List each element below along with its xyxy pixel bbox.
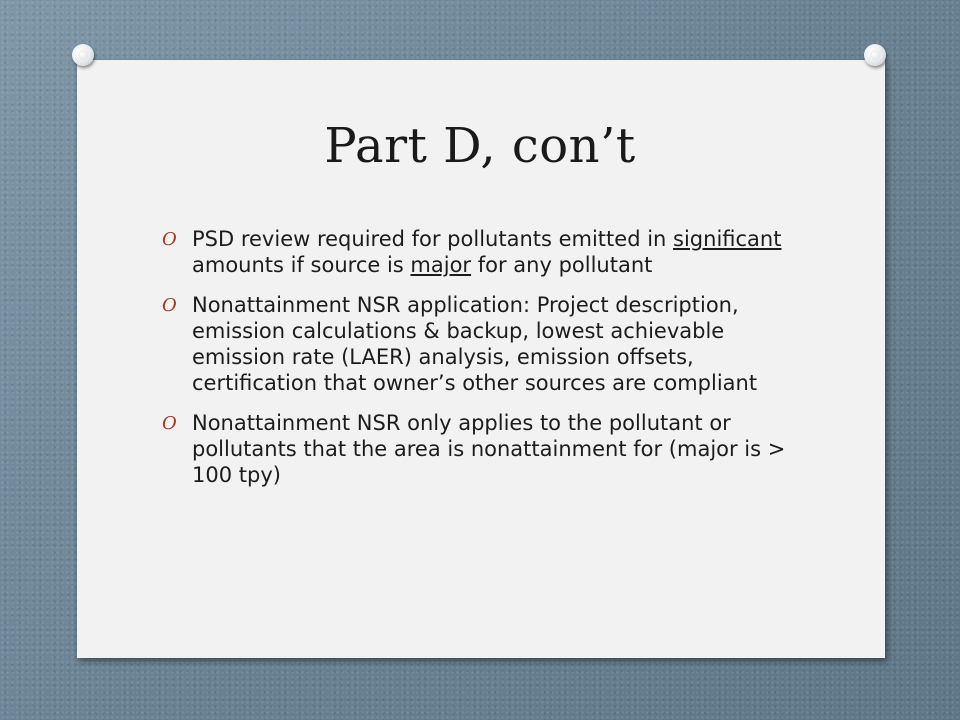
bullet-text: Nonattainment NSR only applies to the pollutant or pollutants that the area is nonattainment for (major is > 100 tpy) [192,411,786,487]
bullet-list [162,226,812,502]
bullet-item-psd-review [162,226,812,278]
bullet-text: Nonattainment NSR application: Project description, emission calculations & backup, lowest achievable emission rate (LAER) analysis, emission offsets, certification that owner’s other sources are compliant [192,293,758,395]
bullet-text: PSD review required for pollutants emitted in [192,227,674,251]
pushpin-icon-top-right [864,44,886,66]
underlined-term-major: major [410,253,472,277]
bullet-text: for any pollutant [471,253,653,277]
bullet-marker-icon: O [162,413,177,434]
underlined-term-significant: significant [673,227,782,251]
bullet-text: amounts if source is [192,253,411,277]
bullet-marker-icon: O [162,229,177,250]
bullet-marker-icon: O [162,295,177,316]
slide-title: Part D, con’t [324,118,636,174]
bullet-item-nsr-applies [162,410,812,488]
bullet-item-nsr-application [162,292,812,396]
pushpin-icon-top-left [72,44,94,66]
